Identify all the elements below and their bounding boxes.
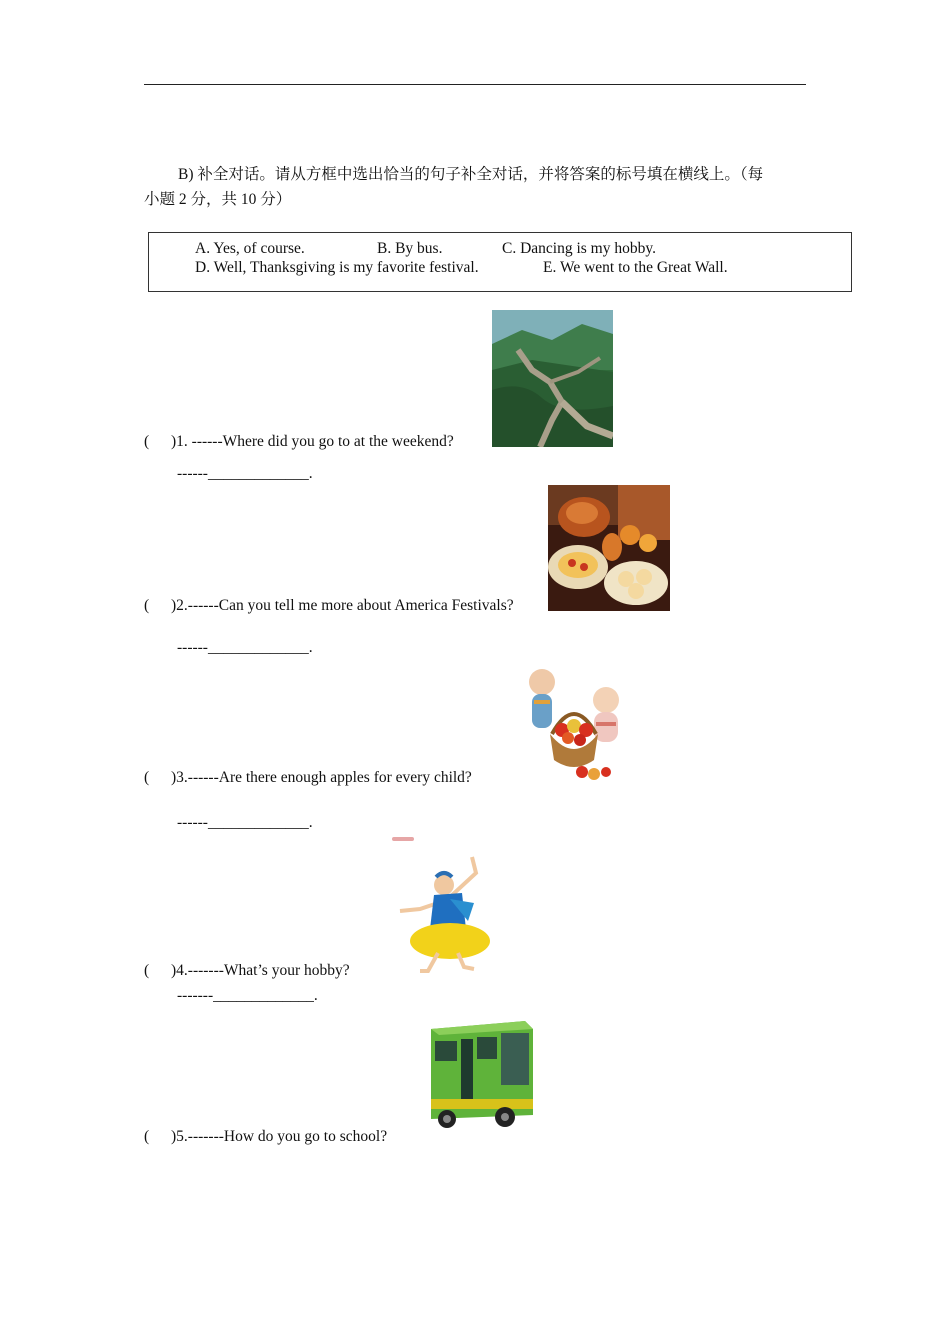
q2-text: )2.------Can you tell me more about America Festivals? [171,597,514,614]
q1-answer-line[interactable]: ------_____________. [177,465,313,482]
option-e: E. We went to the Great Wall. [543,259,728,276]
option-d: D. Well, Thanksgiving is my favorite festival. [195,259,479,276]
great-wall-photo [492,310,613,447]
q4-answer-line[interactable]: -------_____________. [177,987,318,1004]
q4-text: )4.-------What’s your hobby? [171,962,350,979]
option-b: B. By bus. [377,240,443,257]
q3-text: )3.------Are there enough apples for every child? [171,769,472,786]
instruction-line-2: 小题 2 分，共 10 分） [144,191,292,208]
q3-answer-line[interactable]: ------_____________. [177,814,313,831]
q5-text: )5.-------How do you go to school? [171,1128,388,1145]
q2-bracket: ( [144,597,150,614]
babies-apples-photo [522,664,628,784]
instruction-line-1: B) 补全对话。请从方框中选出恰当的句子补全对话，并将答案的标号填在横线上。（每 [178,166,764,183]
q2-answer-line[interactable]: ------_____________. [177,639,313,656]
q1-bracket: ( [144,433,150,450]
q1-text: )1. ------Where did you go to at the weekend? [171,433,454,450]
dancing-girl-photo [390,833,506,977]
q3-bracket: ( [144,769,150,786]
green-bus-photo [425,1019,536,1133]
thanksgiving-food-photo [548,485,670,611]
option-a: A. Yes, of course. [195,240,305,257]
header-rule [144,84,806,85]
q5-bracket: ( [144,1128,150,1145]
section-instruction [144,162,808,212]
q4-bracket: ( [144,962,150,979]
option-c: C. Dancing is my hobby. [502,240,656,257]
